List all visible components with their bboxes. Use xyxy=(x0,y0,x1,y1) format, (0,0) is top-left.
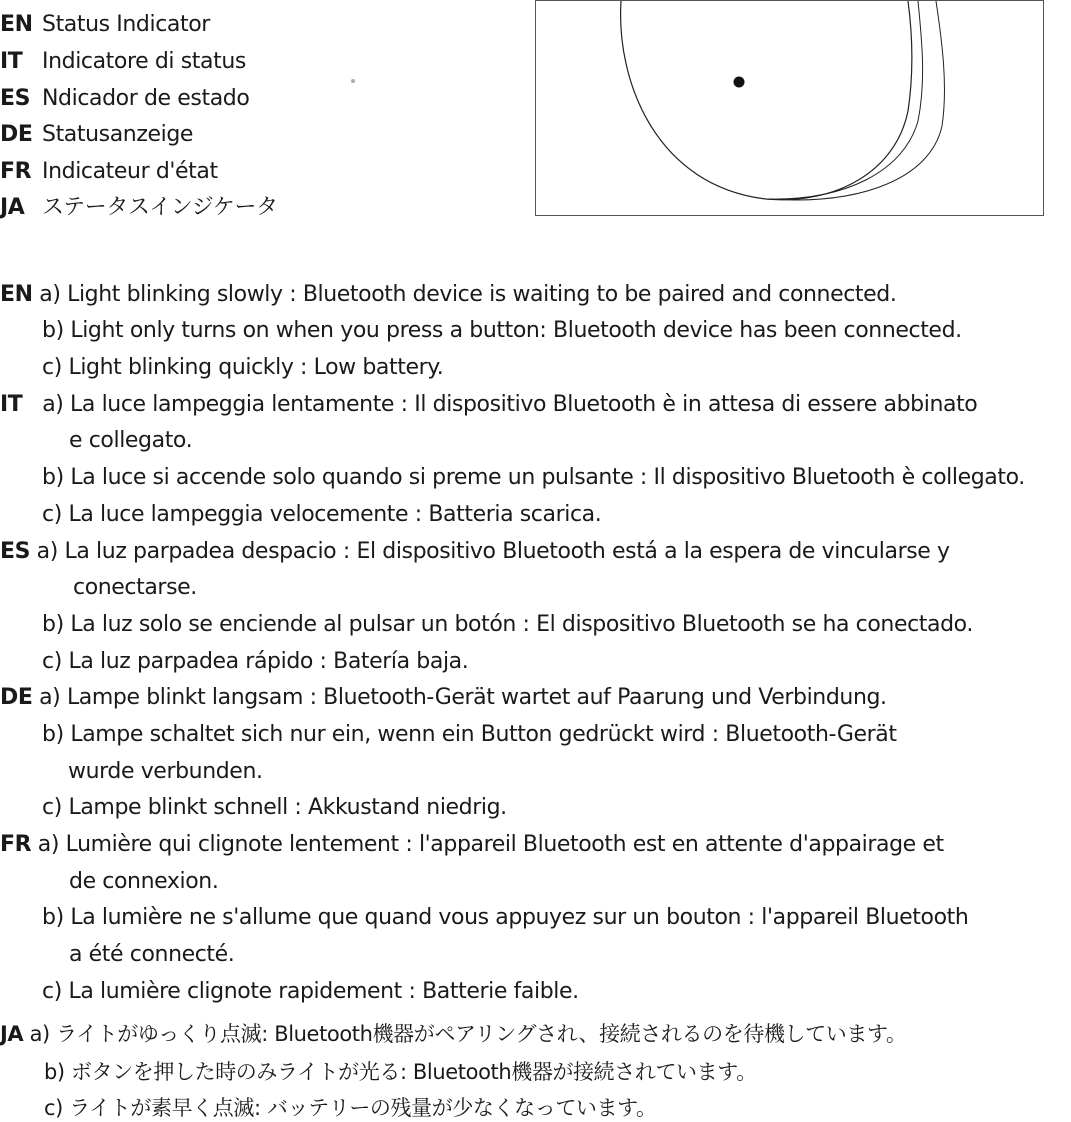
decorative-dot xyxy=(351,79,355,83)
lang-code: ES xyxy=(0,86,31,111)
header-fr xyxy=(0,158,218,186)
it-c: c) La luce lampeggia velocemente : Batteria scarica. xyxy=(42,502,602,527)
en-a xyxy=(0,281,896,309)
de-b: b) Lampe schaltet sich nur ein, wenn ein Button gedrückt wird : Bluetooth-Gerät xyxy=(42,722,897,747)
fr-b-cont: a été connecté. xyxy=(69,942,235,967)
es-a xyxy=(0,538,950,566)
lang-code: DE xyxy=(0,122,33,147)
header-en xyxy=(0,11,210,39)
header-it xyxy=(0,48,246,76)
lang-code: IT xyxy=(0,392,23,417)
de-a xyxy=(0,684,887,712)
instruction-text: a) Lumière qui clignote lentement : l'appareil Bluetooth est en attente d'appairage et xyxy=(37,832,944,857)
status-led-dot xyxy=(734,77,745,88)
header-ja xyxy=(0,194,278,222)
header-label: ステータスインジケータ xyxy=(42,195,278,220)
ja-b: b) ボタンを押した時のみライトが光る: Bluetooth機器が接続されています。 xyxy=(44,1060,757,1084)
lang-code: DE xyxy=(0,685,33,710)
lang-code: JA xyxy=(0,1022,24,1046)
lang-code: ES xyxy=(0,539,31,564)
instruction-text: a) La luz parpadea despacio : El dispositivo Bluetooth está a la espera de vincularse y xyxy=(36,539,950,564)
en-b: b) Light only turns on when you press a button: Bluetooth device has been connected. xyxy=(42,318,962,343)
header-label: Ndicador de estado xyxy=(42,86,250,111)
header-label: Indicateur d'état xyxy=(42,159,218,184)
header-label: Indicatore di status xyxy=(42,49,246,74)
header-label: Status Indicator xyxy=(42,12,210,37)
ja-c: c) ライトが素早く点滅: バッテリーの残量が少なくなっています。 xyxy=(44,1096,657,1120)
fr-c: c) La lumière clignote rapidement : Batterie faible. xyxy=(42,979,579,1004)
fr-b: b) La lumière ne s'allume que quand vous appuyez sur un bouton : l'appareil Bluetooth xyxy=(42,905,969,930)
earcup-drawing xyxy=(536,1,1044,216)
lang-code: JA xyxy=(0,195,25,220)
es-b: b) La luz solo se enciende al pulsar un botón : El dispositivo Bluetooth se ha conectado. xyxy=(42,612,973,637)
device-illustration xyxy=(535,0,1044,216)
fr-a-cont: de connexion. xyxy=(69,869,219,894)
header-label: Statusanzeige xyxy=(42,122,194,147)
lang-code: FR xyxy=(0,159,32,184)
es-a-cont: conectarse. xyxy=(73,575,197,600)
instruction-text: a) Light blinking slowly : Bluetooth device is waiting to be paired and connected. xyxy=(39,282,897,307)
it-a-cont: e collegato. xyxy=(69,428,193,453)
instruction-text: a) ライトがゆっくり点滅: Bluetooth機器がペアリングされ、接続されるのを待機しています。 xyxy=(29,1022,907,1046)
it-b: b) La luce si accende solo quando si preme un pulsante : Il dispositivo Bluetooth è collegato. xyxy=(42,465,1025,490)
es-c: c) La luz parpadea rápido : Batería baja. xyxy=(42,649,469,674)
lang-code: EN xyxy=(0,282,33,307)
lang-code: IT xyxy=(0,49,23,74)
en-c: c) Light blinking quickly : Low battery. xyxy=(42,355,444,380)
fr-a xyxy=(0,831,944,859)
lang-code: EN xyxy=(0,12,33,37)
de-c: c) Lampe blinkt schnell : Akkustand niedrig. xyxy=(42,795,507,820)
header-de xyxy=(0,121,193,149)
instruction-text: a) La luce lampeggia lentamente : Il dispositivo Bluetooth è in attesa di essere abbinato xyxy=(42,392,978,417)
it-a xyxy=(0,391,977,419)
header-es xyxy=(0,85,249,113)
ja-a xyxy=(0,1020,906,1048)
de-b-cont: wurde verbunden. xyxy=(68,759,263,784)
instruction-text: a) Lampe blinkt langsam : Bluetooth-Gerät wartet auf Paarung und Verbindung. xyxy=(39,685,887,710)
lang-code: FR xyxy=(0,832,32,857)
